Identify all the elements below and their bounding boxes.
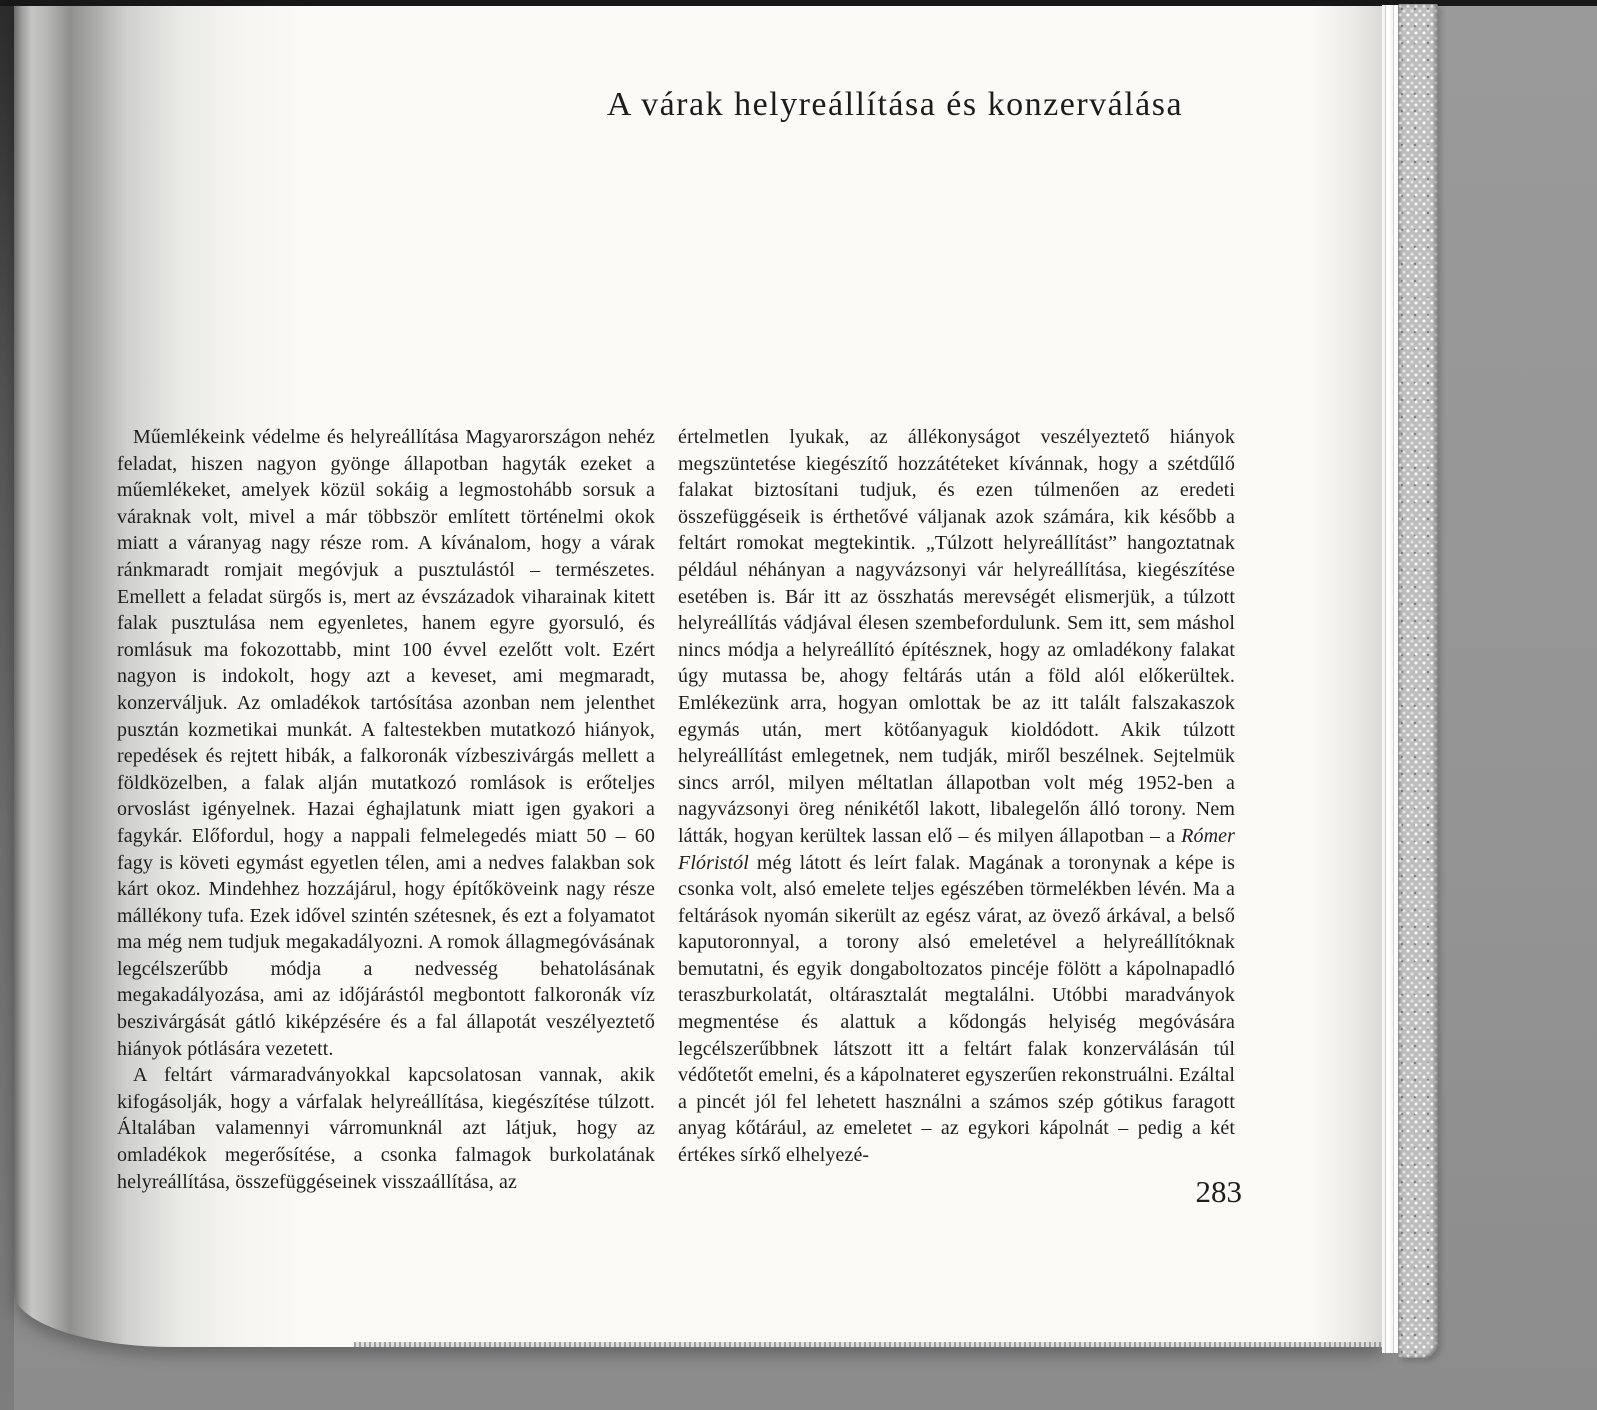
- paragraph-3-text-after: még látott és leírt falak. Magának a toronynak a képe is csonka volt, alsó emelete teljes egészében törmelékben lévén. Ma a feltárások nyomán sikerült az egész várat, az övező árkával, a belső kaputoronnyal, a torony alsó emeletével a helyreállítóknak bemutatni, és egyik dongaboltozatos pincéje fölött a kápolnapadló teraszburkolatát, oltárasztalát megtalálni. Utóbbi maradványok megmentése és alattuk a kődongás helyiség megóvására legcélszerűbbnek látszott itt a feltárt falak konzerválásán túl védőtetőt emelni, és a kápolnateret egyszerűen rekonstruálni. Ezáltal a pincét jól fel lehetett használni a számos szép gótikus faragott anyag kőtárául, az emeletet – az egykori kápolnát – pedig a két értékes sírkő elhelyezé-: [678, 851, 1235, 1167]
- book-spine-edge: [0, 0, 14, 1410]
- italic-name-romer-floris: Rómer Flóristól: [678, 824, 1235, 874]
- book-cover-cloth: [1398, 4, 1438, 1358]
- page-stack-edges: [1382, 5, 1398, 1353]
- paragraph-3-text-before: értelmetlen lyukak, az állékonyságot veszélyeztető hiányok megszüntetése kiegészítő hozzátéteket kívánnak, hogy a szétdűlő falakat biztosítani tudjuk, és ezen túlmenően az eredeti összefüggéseik is érthetővé váljanak azok számára, kik később a feltárt romokat megtekintik. „Túlzott helyreállítást” hangoztatnak például néhányan a nagyvázsonyi vár helyreállítása, kiegészítése esetében is. Bár itt az összhatás merevségét elismerjük, a túlzott helyreállítás vádjával élesen szembefordulunk. Sem itt, sem máshol nincs módja a helyreállító építésznek, hogy az omladékony falakat úgy mutassa be, ahogy feltárás után a föld alól előkerültek. Emlékezünk arra, hogyan omlottak be az itt talált falszakaszok egymás után, mert kötőanyaguk kioldódott. Akik túlzott helyreállítást emlegetnek, nem tudják, miről beszélnek. Sejtelmük sincs arról, milyen méltatlan állapotban volt még 1952-ben a nagyvázsonyi öreg nénikétől lakott, libalegelőn álló torony. Nem látták, hogyan kerültek lassan elő – és milyen állapotban – a: [678, 426, 1235, 847]
- page-bottom-deckle-edge: [354, 1342, 1382, 1347]
- paragraph-1: Műemlékeink védelme és helyreállítása Magyarországon nehéz feladat, hiszen nagyon gyönge állapotban hagyták ezeket a műemlékeket, amelyek közül sokáig a legmostohább sorsuk a váraknak volt, mivel a már többször említett történelmi okok miatt a váranyag nagy része rom. A kívánalom, hogy a várak ránkmaradt romjait megóvjuk a pusztulástól – természetes. Emellett a feladat sürgős is, mert az évszázadok viharainak kitett falak pusztulása nem egyenletes, hanem egyre gyorsuló, és romlásuk ma fokozottabb, mint 100 évvel ezelőtt volt. Ezért nagyon is indokolt, hogy azt a keveset, ami megmaradt, konzerváljuk. Az omladékok tartósítása azonban nem jelenthet pusztán kozmetikai munkát. A faltestekben mutatkozó hiányok, repedések és rejtett hibák, a falkoronák vízbeszivárgás mellett a földközelben, a falak alján mutatkozó romlások is erőteljes orvoslást igényelnek. Hazai éghajlatunk miatt igen gyakori a fagykár. Előfordul, hogy a nappali felmelegedés miatt 50 – 60 fagy is követi egymást egyetlen télen, ami a nedves falakban sok kárt okoz. Mindehhez hozzájárul, hogy építőköveink nagy része mállékony tufa. Ezek idővel szintén szétesnek, és ezt a folyamatot ma még nem tudjuk megakadályozni. A romok állagmegóvásának legcélszerűbb módja a nedvesség behatolásának megakadályozása, ami az időjárástól megbontott falkoronák víz beszivárgását gátló kiképzésére és a fal állapotát veszélyeztető hiányok pótlására vezetett.: [117, 426, 655, 1060]
- page-curl-shading: [1312, 6, 1382, 1347]
- text-column-right: [678, 424, 1235, 1195]
- text-columns: [117, 424, 1235, 1195]
- page-number: 283: [1195, 1174, 1242, 1209]
- text-column-left: [117, 424, 655, 1195]
- paragraph-3: [678, 424, 1235, 1169]
- page-title: A várak helyreállítása és konzerválása: [606, 86, 1184, 123]
- paragraph-2: A feltárt vármaradványokkal kapcsolatosan vannak, akik kifogásolják, hogy a várfalak helyreállítása, kiegészítése túlzott. Általában valamennyi várromunknál azt látjuk, hogy az omladékok megerősítése, a csonka falmagok burkolatának helyreállítása, összefüggéseinek visszaállítása, az: [117, 1064, 655, 1193]
